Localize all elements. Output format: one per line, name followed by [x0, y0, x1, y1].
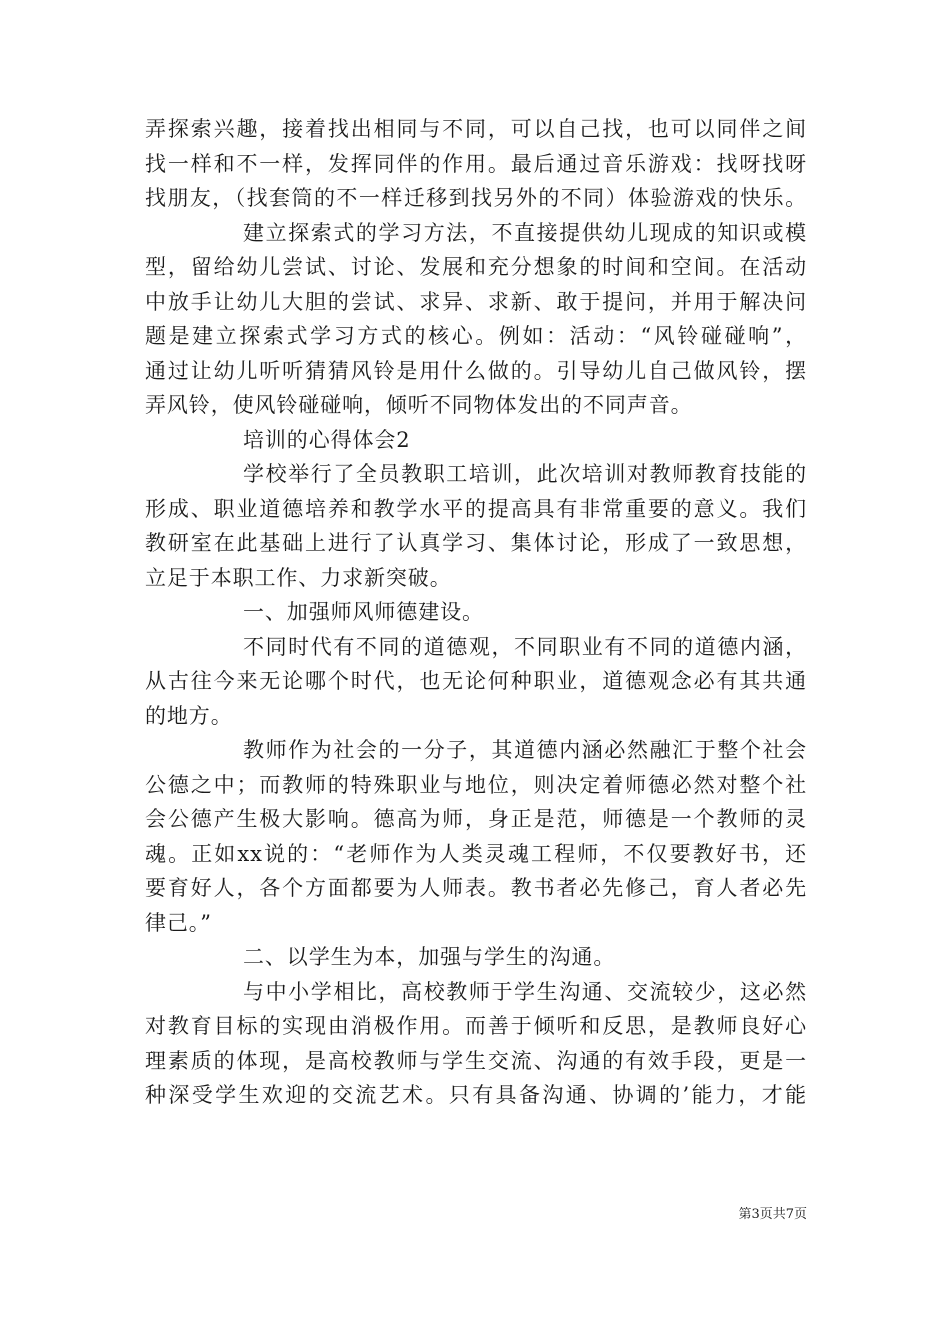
text-line-5: 型，留给幼儿尝试、讨论、发展和充分想象的时间和空间。在活动 — [145, 255, 807, 279]
document-page — [145, 112, 807, 1113]
text-line-3: 找朋友，（找套筒的不一样迁移到找另外的不同）体验游戏的快乐。 — [145, 186, 807, 210]
text-line-20: 公德之中；而教师的特殊职业与地位，则决定着师德必然对整个社 — [145, 772, 807, 797]
text-line-6: 中放手让幼儿大胆的尝试、求异、求新、敢于提问，并用于解决问 — [145, 289, 807, 314]
text-line-7: 题是建立探索式学习方式的核心。例如：活动：“风铃碰碰响”， — [145, 324, 807, 348]
section-heading-2: 培训的心得体会2 — [243, 427, 411, 452]
text-line-13: 教研室在此基础上进行了认真学习、集体讨论，形成了一致思想， — [145, 531, 807, 555]
text-line-27: 对教育目标的实现由消极作用。而善于倾听和反思，是教师良好心 — [145, 1014, 807, 1038]
text-line-4: 建立探索式的学习方法，不直接提供幼儿现成的知识或模 — [243, 220, 807, 245]
text-line-18: 的地方。 — [145, 703, 233, 728]
subheading-2: 二、以学生为本，加强与学生的沟通。 — [243, 945, 616, 969]
text-line-16: 不同时代有不同的道德观，不同职业有不同的道德内涵， — [243, 634, 807, 659]
text-line-9: 弄风铃，使风铃碰碰响，倾听不同物体发出的不同声音。 — [145, 393, 693, 417]
text-line-28: 理素质的体现，是高校教师与学生交流、沟通的有效手段，更是一 — [145, 1048, 807, 1073]
text-line-26: 与中小学相比，高校教师于学生沟通、交流较少，这必然 — [243, 979, 807, 1004]
page-number-footer: 第3页共7页 — [738, 1207, 807, 1222]
text-line-29: 种深受学生欢迎的交流艺术。只有具备沟通、协调的’能力，才能 — [145, 1083, 807, 1107]
text-line-1: 弄探索兴趣，接着找出相同与不同，可以自己找，也可以同伴之间 — [145, 117, 807, 141]
text-line-24: 律己。” — [145, 910, 212, 935]
text-line-22: 魂。正如xx说的：“老师作为人类灵魂工程师，不仅要教好书，还 — [145, 841, 807, 866]
text-line-2: 找一样和不一样，发挥同伴的作用。最后通过音乐游戏：找呀找呀 — [145, 151, 807, 176]
text-line-21: 会公德产生极大影响。德高为师，身正是范，师德是一个教师的灵 — [145, 807, 807, 831]
text-line-23: 要育好人，各个方面都要为人师表。教书者必先修己，育人者必先 — [145, 876, 807, 900]
text-line-17: 从古往今来无论哪个时代，也无论何种职业，道德观念必有其共通 — [145, 669, 807, 693]
text-line-11: 学校举行了全员教职工培训，此次培训对教师教育技能的 — [243, 462, 807, 486]
subheading-1: 一、加强师风师德建设。 — [243, 600, 484, 624]
text-line-14: 立足于本职工作、力求新突破。 — [145, 565, 452, 590]
text-line-12: 形成、职业道德培养和教学水平的提高具有非常重要的意义。我们 — [145, 496, 807, 521]
text-line-8: 通过让幼儿听听猜猜风铃是用什么做的。引导幼儿自己做风铃，摆 — [145, 358, 807, 383]
text-line-19: 教师作为社会的一分子，其道德内涵必然融汇于整个社会 — [243, 738, 807, 762]
